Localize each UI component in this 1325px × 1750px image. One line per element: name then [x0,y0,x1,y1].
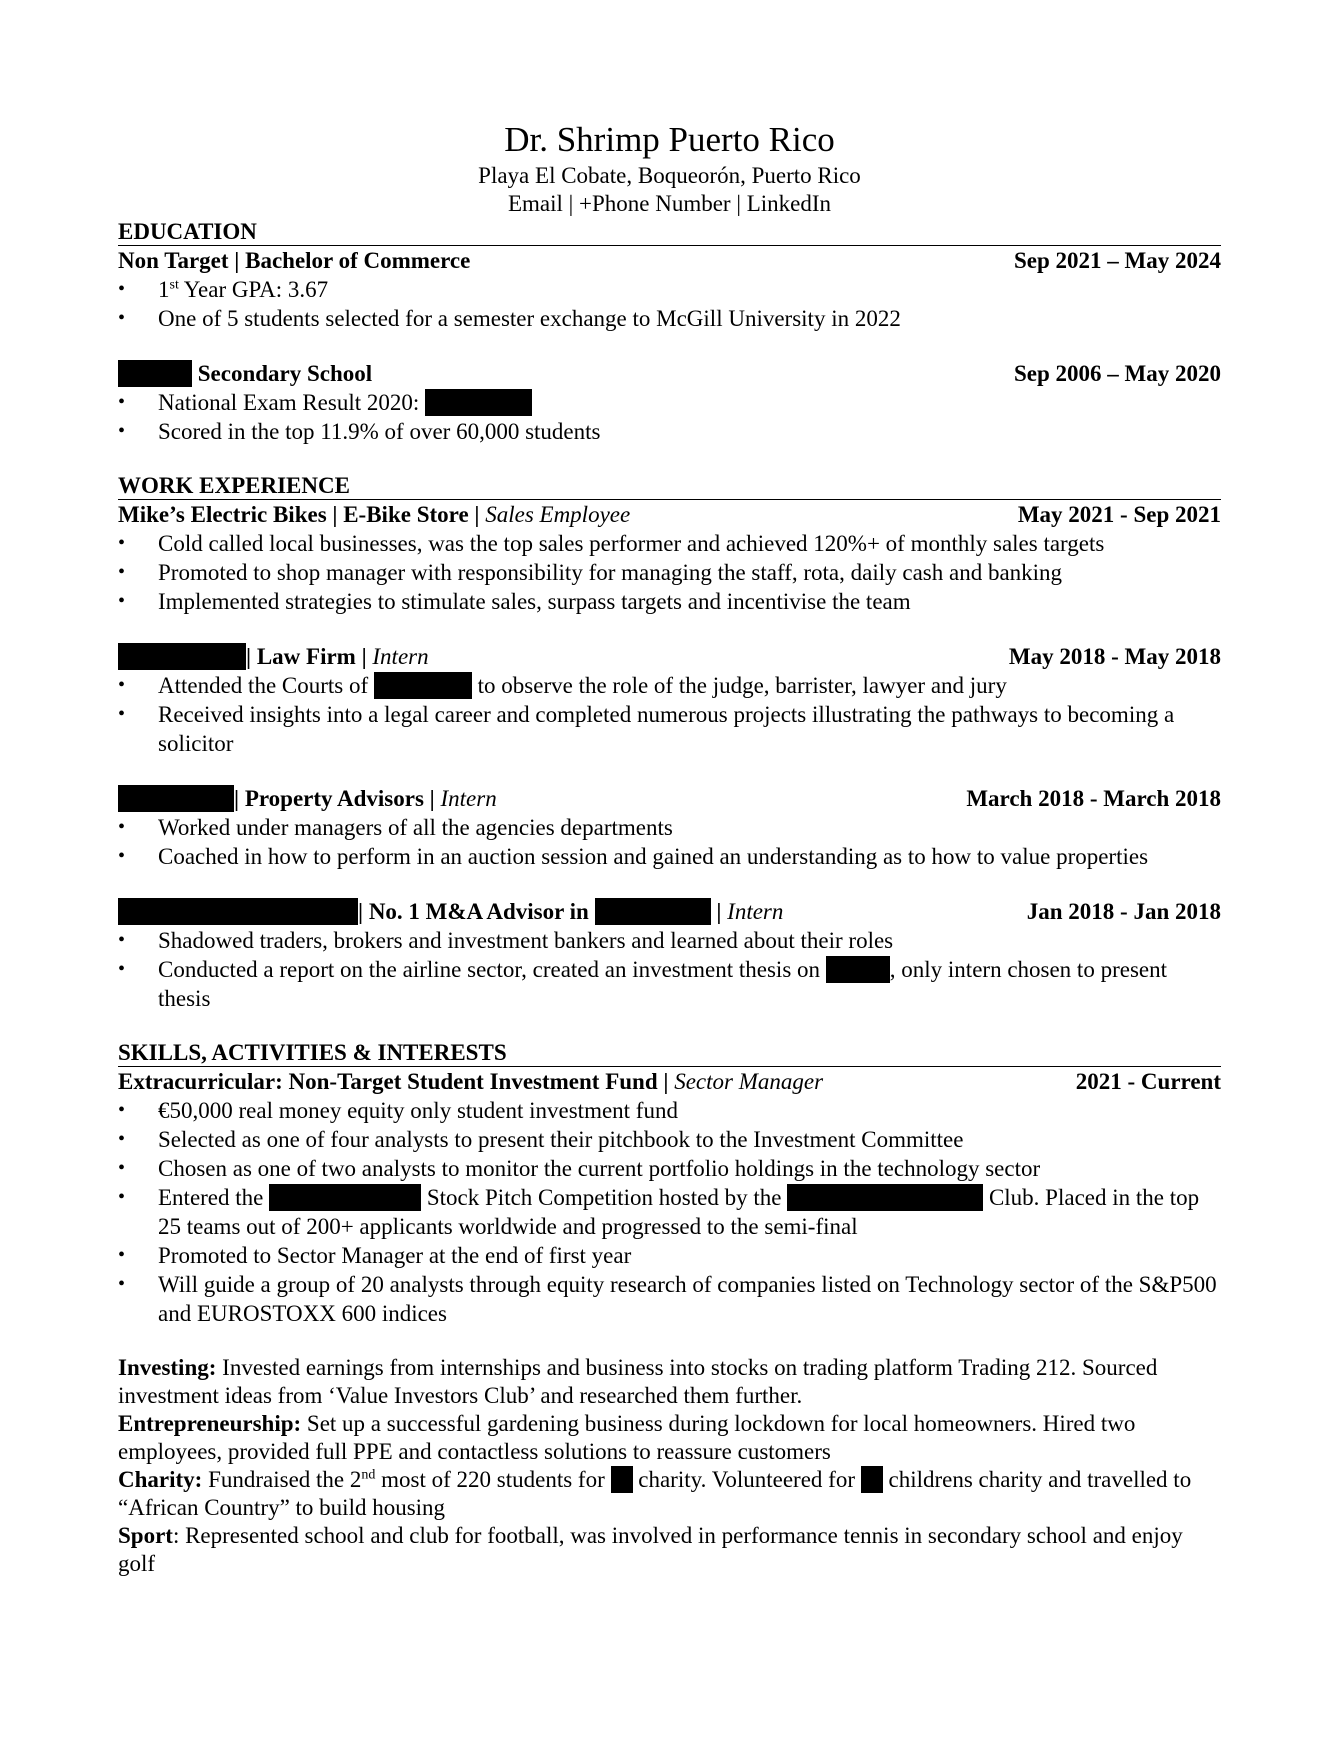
sport-label: Sport [118,1523,173,1548]
charity-paragraph [118,1466,1221,1522]
sport-text: : Represented school and club for football, was involved in performance tennis in secondary school and enjoy golf [118,1523,1183,1576]
redaction-bar [118,643,246,670]
school-bullets [118,388,1221,446]
fund-bullets [118,1096,1221,1328]
school-name: Secondary School [197,361,373,386]
list-item: • Chosen as one of two analysts to monitor the current portfolio holdings in the technology sector [118,1154,1221,1183]
law-dates: May 2018 - May 2018 [1008,644,1221,669]
redaction-bar [118,898,358,925]
law-bullet-1-post: to observe the role of the judge, barrister, lawyer and jury [471,673,1007,698]
list-item: • One of 5 students selected for a semester exchange to McGill University in 2022 [118,304,1221,333]
redaction-bar [118,360,192,387]
property-name: | Property Advisors | [234,786,441,811]
skills-fund-row [118,1067,1221,1096]
list-item: • Cold called local businesses, was the top sales performer and achieved 120%+ of monthly sales targets [118,529,1221,558]
list-item: • Selected as one of four analysts to present their pitchbook to the Investment Committee [118,1125,1221,1154]
law-bullet-1-pre: Attended the Courts of [158,673,374,698]
resume-page [118,118,1221,1578]
redaction-bar [611,1466,633,1493]
charity-text-post: childrens charity and travelled to “African Country” to build housing [118,1467,1192,1520]
redaction-bar [269,1184,421,1211]
mna-bullet-2-pre: Conducted a report on the airline sector, created an investment thesis on [158,957,826,982]
law-name: | Law Firm | [246,644,373,669]
fund-bullet-4-pre: Entered the [158,1185,270,1210]
entrepreneurship-paragraph [118,1410,1221,1466]
charity-label: Charity: [118,1467,203,1492]
charity-text-pre: Fundraised the 2 [202,1467,362,1492]
list-item [118,955,1221,1013]
resume-name: Dr. Shrimp Puerto Rico [504,120,835,159]
list-item: • Worked under managers of all the agencies departments [118,813,1221,842]
redaction-bar [425,389,532,416]
list-item: • Received insights into a legal career and completed numerous projects illustrating the pathways to becoming a solicitor [118,700,1221,758]
fund-name: Extracurricular: Non-Target Student Investment Fund | [118,1069,675,1094]
investing-paragraph [118,1354,1221,1410]
gpa-superscript: st [169,277,179,293]
law-bullets [118,671,1221,758]
list-item [118,388,1221,417]
property-role: Intern [440,786,497,811]
education-uni-row [118,246,1221,275]
sport-paragraph [118,1522,1221,1578]
list-item: • Promoted to Sector Manager at the end of first year [118,1241,1221,1270]
investing-text: Invested earnings from internships and business into stocks on trading platform Trading 212. Sourced investment ideas from ‘Value Investors Club’ and researched them further. [118,1355,1158,1408]
mna-name-pre: | No. 1 M&A Advisor in [358,899,595,924]
list-item [118,671,1221,700]
uni-bullets [118,275,1221,333]
mna-bullet-2-post: , only intern chosen to present thesis [158,957,1167,1011]
section-work-title: WORK EXPERIENCE [118,472,1221,500]
bikes-bullets [118,529,1221,616]
school-dates: Sep 2006 – May 2020 [1014,361,1221,386]
bikes-name: Mike’s Electric Bikes | E-Bike Store | [118,502,486,527]
uni-dates: Sep 2021 – May 2024 [1014,248,1221,273]
uni-name: Non Target | Bachelor of Commerce [118,248,471,273]
property-dates: March 2018 - March 2018 [966,786,1221,811]
fund-role: Sector Manager [674,1069,824,1094]
list-item: • Shadowed traders, brokers and investment bankers and learned about their roles [118,926,1221,955]
bikes-dates: May 2021 - Sep 2021 [1017,502,1221,527]
work-law-row [118,642,1221,671]
work-mna-row [118,897,1221,926]
address: Playa El Cobate, Boqueorón, Puerto Rico [478,163,861,188]
property-bullets [118,813,1221,871]
list-item: • Coached in how to perform in an auction session and gained an understanding as to how to value properties [118,842,1221,871]
bikes-role: Sales Employee [485,502,631,527]
charity-text-mid2: charity. Volunteered for [632,1467,861,1492]
list-item [118,1183,1221,1241]
exam-result-label: National Exam Result 2020: [158,390,426,415]
fund-dates: 2021 - Current [1075,1069,1221,1094]
redaction-bar [118,785,234,812]
mna-name-post: | [710,899,728,924]
fund-bullet-4-post: Club. Placed in the top 25 teams out of 200+ applicants worldwide and progressed to the semi-final [158,1185,1200,1239]
entrepreneurship-label: Entrepreneurship: [118,1411,302,1436]
mna-bullets [118,926,1221,1013]
contact-line: Email | +Phone Number | LinkedIn [507,191,832,216]
mna-role: Intern [727,899,784,924]
education-school-row [118,359,1221,388]
gpa-prefix: 1 [158,277,170,302]
redaction-bar [787,1184,983,1211]
list-item: • Promoted to shop manager with responsibility for managing the staff, rota, daily cash and banking [118,558,1221,587]
work-bikes-row [118,500,1221,529]
fund-bullet-4-mid: Stock Pitch Competition hosted by the [421,1185,788,1210]
work-property-row [118,784,1221,813]
list-item: • Implemented strategies to stimulate sales, surpass targets and incentivise the team [118,587,1221,616]
law-role: Intern [372,644,429,669]
redaction-bar [374,672,472,699]
redaction-bar [861,1466,883,1493]
charity-text-mid1: most of 220 students for [375,1467,611,1492]
redaction-bar [595,898,711,925]
gpa-text: Year GPA: 3.67 [178,277,329,302]
mna-dates: Jan 2018 - Jan 2018 [1026,899,1221,924]
list-item [118,275,1221,304]
list-item: • Scored in the top 11.9% of over 60,000 students [118,417,1221,446]
list-item: • Will guide a group of 20 analysts through equity research of companies listed on Technology sector of the S&P500 and EUROSTOXX 600 indices [118,1270,1221,1328]
redaction-bar [826,956,890,983]
list-item: • €50,000 real money equity only student investment fund [118,1096,1221,1125]
investing-label: Investing: [118,1355,217,1380]
entrepreneurship-text: Set up a successful gardening business during lockdown for local homeowners. Hired two employees, provided full PPE and contactless solutions to reassure customers [118,1411,1136,1464]
section-skills-title: SKILLS, ACTIVITIES & INTERESTS [118,1039,1221,1067]
section-education-title: EDUCATION [118,218,1221,246]
charity-superscript: nd [361,1467,376,1483]
